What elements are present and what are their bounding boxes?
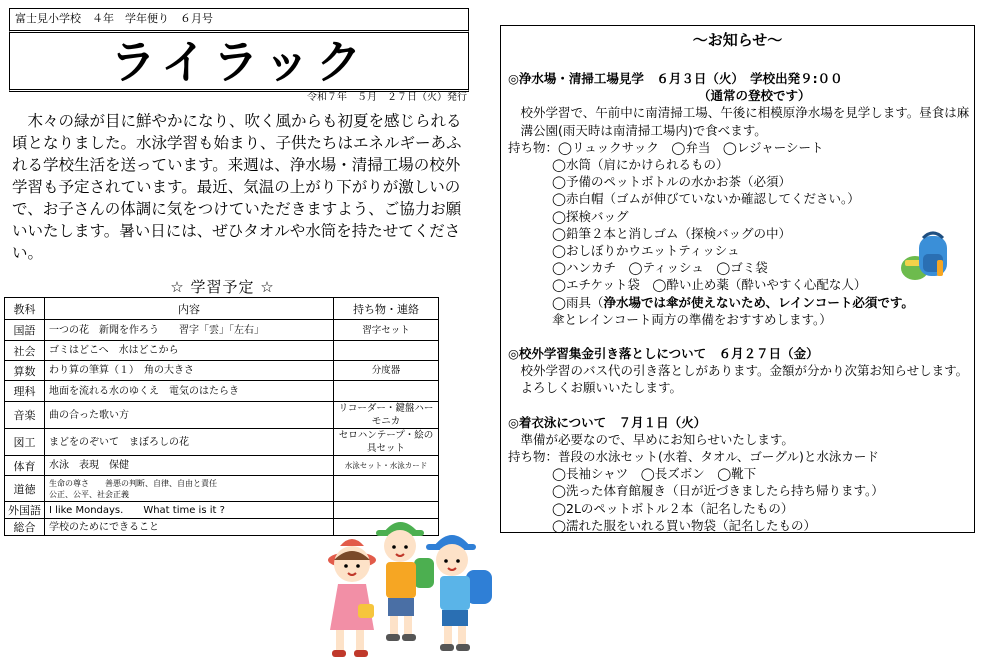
col-subject: 教科 <box>5 298 45 320</box>
school-line: 富士見小学校 ４年 学年便り ６月号 <box>9 8 469 30</box>
items-cell: 水泳セット・水泳カード <box>334 456 439 476</box>
section-subheading: （通常の登校です） <box>698 88 811 104</box>
newsletter-header <box>9 8 469 103</box>
items-label: 持ち物： <box>508 139 559 155</box>
section-body: 準備が必要なので、早めにお知らせいたします。 <box>520 431 794 447</box>
content-cell: I like Mondays. What time is it ? <box>45 502 334 519</box>
table-row <box>5 361 439 381</box>
table-row <box>5 381 439 402</box>
newsletter-title: ライラック <box>9 30 469 92</box>
content-cell: わり算の筆算（１） 角の大きさ <box>45 361 334 381</box>
items-cell: リコーダー・鍵盤ハーモニカ <box>334 402 439 429</box>
content-cell: 学校のためにできること <box>45 519 334 536</box>
items-label: 持ち物： <box>508 449 559 465</box>
subject-cell: 総合 <box>5 519 45 536</box>
subject-cell: 図工 <box>5 429 45 456</box>
subject-cell: 算数 <box>5 361 45 381</box>
table-row <box>5 456 439 476</box>
items-cell <box>334 341 439 361</box>
kids-illustration-icon <box>318 512 500 664</box>
notice-title: ～お知らせ～ <box>692 31 783 49</box>
section-body: 校外学習で、午前中に南清掃工場、午後に相模原浄水場を見学します。昼食は麻溝公園(雨天時は南清掃工場内)で食べます。 <box>520 105 970 138</box>
list-item: ◯リュックサック ◯弁当 ◯レジャーシート <box>558 139 824 155</box>
table-row <box>5 341 439 361</box>
list-item: ◯水筒（肩にかけられるもの） <box>552 157 729 173</box>
items-cell: 習字セット <box>334 320 439 341</box>
schedule-title: ☆ 学習予定 ☆ <box>170 278 275 296</box>
content-cell: 地面を流れる水のゆくえ 電気のはたらき <box>45 381 334 402</box>
items-first-line <box>508 448 973 465</box>
schedule-table <box>4 297 439 536</box>
list-item: ◯探検バッグ <box>552 208 629 224</box>
schedule-header-row <box>5 298 439 320</box>
list-item: ◯おしぼりかウエットティッシュ <box>552 243 740 259</box>
section-body: 校外学習のバス代の引き落としがあります。金額が分かり次第お知らせします。よろしくお願いいたします。 <box>520 363 969 396</box>
col-items: 持ち物・連絡 <box>334 298 439 320</box>
items-cell <box>334 476 439 502</box>
list-item: 普段の水泳セット(水着、タオル、ゴーグル)と水泳カード <box>558 449 879 465</box>
backpack-icon <box>893 230 951 286</box>
notice-body <box>508 70 973 534</box>
subject-cell: 外国語 <box>5 502 45 519</box>
list-item: ◯赤白帽（ゴムが伸びていないか確認してください。） <box>552 191 860 207</box>
table-row <box>5 402 439 429</box>
content-cell: ゴミはどこへ 水はどこから <box>45 341 334 361</box>
col-content: 内容 <box>45 298 334 320</box>
items-list <box>508 465 973 534</box>
content-cell: 曲の合った歌い方 <box>45 402 334 429</box>
content-line: 公正、公平、社会正義 <box>49 489 129 499</box>
boy-icon <box>426 535 492 651</box>
boy-icon <box>376 522 434 641</box>
items-cell: 分度器 <box>334 361 439 381</box>
subject-cell: 音楽 <box>5 402 45 429</box>
section-heading: ◎浄水場・清掃工場見学 ６月３日（火） 学校出発９:００ <box>508 71 843 86</box>
items-cell: セロハンテープ・絵の具セット <box>334 429 439 456</box>
list-item: 傘とレインコート両方の準備をおすすめします。） <box>552 311 832 327</box>
subject-cell: 社会 <box>5 341 45 361</box>
list-item: ◯濡れた服をいれる買い物袋（記名したもの） <box>552 517 816 533</box>
subject-cell: 道徳 <box>5 476 45 502</box>
subject-cell: 体育 <box>5 456 45 476</box>
list-item: ◯予備のペットボトルの水かお茶（必須） <box>552 174 791 190</box>
intro-paragraph: 木々の緑が目に鮮やかになり、吹く風からも初夏を感じられる頃となりました。水泳学習も始まり、子供たちはエネルギーあふれる学校生活を送っています。来週は、浄水場・清掃工場の校外学習も予定されています。最近、気温の上がり下がりが激しいので、お子さんの体調に気をつけていただきますよう、ご協力お願いいたします。暑い日には、ぜひタオルや水筒を持たせてください。 <box>12 112 462 262</box>
section-heading: ◎着衣泳について ７月１日（火） <box>508 414 707 430</box>
list-item <box>552 294 973 311</box>
rain-note: 浄水場では傘が使えないため、レインコート必須です。 <box>603 294 914 310</box>
content-cell <box>45 476 334 502</box>
girl-icon <box>328 539 376 657</box>
subject-cell: 国語 <box>5 320 45 341</box>
list-item: ◯エチケット袋 ◯酔い止め薬（酔いやすく心配な人） <box>552 277 867 293</box>
content-cell: 水泳 表現 保健 <box>45 456 334 476</box>
table-row <box>5 429 439 456</box>
content-cell: まどをのぞいて まぼろしの花 <box>45 429 334 456</box>
content-line: 生命の尊さ 善悪の判断、自律、自由と責任 <box>49 478 217 488</box>
content-cell: 一つの花 新聞を作ろう 習字「雲」「左右」 <box>45 320 334 341</box>
list-item: ◯鉛筆２本と消しゴム（探検バッグの中） <box>552 225 791 241</box>
items-first-line <box>508 139 973 156</box>
list-item: ◯ハンカチ ◯ティッシュ ◯ゴミ袋 <box>552 260 768 276</box>
section-heading: ◎校外学習集金引き落としについて ６月２７日（金） <box>508 346 819 362</box>
list-item: ◯洗った体育館履き（日が近づきましたら持ち帰ります。） <box>552 483 884 499</box>
table-row <box>5 476 439 502</box>
items-cell <box>334 381 439 402</box>
rain-prefix: ◯雨具（ <box>552 294 604 310</box>
table-row <box>5 320 439 341</box>
subject-cell: 理科 <box>5 381 45 402</box>
list-item: ◯長袖シャツ ◯長ズボン ◯靴下 <box>552 466 757 482</box>
list-item: ◯2Lのペットボトル２本（記名したもの） <box>552 500 794 516</box>
issue-date: 令和７年 ５月 ２７日（火）発行 <box>307 92 467 103</box>
